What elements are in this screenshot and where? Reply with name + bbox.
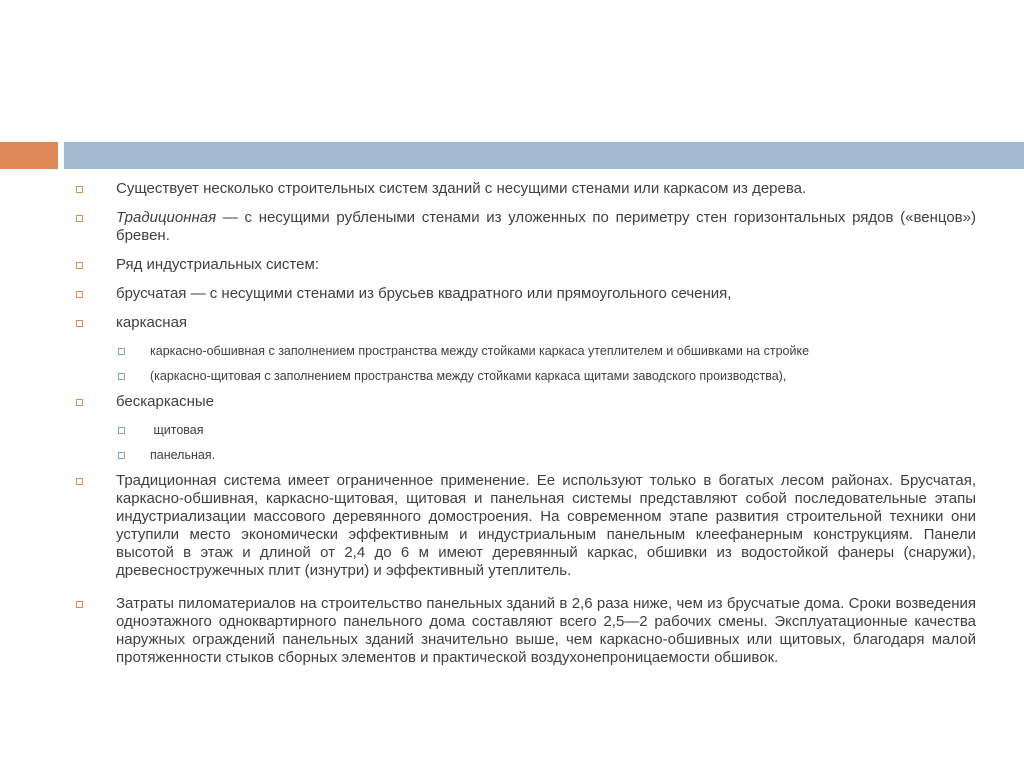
bullet-item [72, 209, 976, 245]
sub-bullet-item [72, 343, 976, 359]
square-bullet-icon [76, 291, 83, 298]
square-bullet-icon [76, 478, 83, 485]
square-bullet-icon [76, 262, 83, 269]
bullet-text: Существует несколько строительных систем зданий с несущими стенами или каркасом из дерева. [116, 180, 807, 197]
square-sub-bullet-icon [118, 427, 125, 434]
square-sub-bullet-icon [118, 348, 125, 355]
sub-bullet-item [72, 422, 976, 438]
bullet-item [72, 180, 976, 198]
sub-bullet-text: каркасно-обшивная с заполнением пространства между стойками каркаса утеплителем и обшивками на стройке [150, 344, 810, 358]
square-bullet-icon [76, 186, 83, 193]
bullet-text: каркасная [116, 314, 188, 331]
sub-bullet-text: (каркасно-щитовая с заполнением пространства между стойками каркаса щитами заводского производства), [150, 369, 787, 383]
title-bar-accent-orange [0, 142, 58, 169]
bullet-paragraph: Затраты пиломатериалов на строительство панельных зданий в 2,6 раза ниже, чем из брусчатые дома. Сроки возведения одноэтажного одноквартирного панельного дома составляют всего 2,5—2 рабочих смены. Эксплуатационные качества наружных ограждений панельных зданий значительно выше, чем каркасно-обшивных или щитовых, благодаря малой протяженности стыков сборных элементов и практической воздухонепроницаемости обшивок. [116, 595, 976, 666]
bullet-item [72, 393, 976, 411]
sub-bullet-item [72, 447, 976, 463]
bullet-item [72, 314, 976, 332]
bullet-text [116, 209, 976, 245]
bullet-item [72, 285, 976, 303]
bullet-paragraph: Традиционная система имеет ограниченное применение. Ее используют только в богатых лесом районах. Брусчатая, каркасно-обшивная, каркасно-щитовая, щитовая и панельная системы представляют собой последовательные этапы индустриализации массового деревянного домостроения. На современном этапе развития строительной техники они уступили место экономически эффективным и индустриальным панельным клеефанерным конструкциям. Панели высотой в этаж и длиной от 2,4 до 6 м имеют деревянный каркас, обшивки из водостойкой фанеры (снаружи), древесностружечных плит (изнутри) и эффективный утеплитель. [116, 472, 976, 579]
bullet-text: Ряд индустриальных систем: [116, 256, 319, 273]
bullet-item [72, 595, 976, 667]
square-sub-bullet-icon [118, 373, 125, 380]
sub-bullet-text: панельная. [150, 448, 216, 462]
bullet-item [72, 472, 976, 580]
square-bullet-icon [76, 601, 83, 608]
bullet-text-rest: — с несущими рублеными стенами из уложенных по периметру стен горизонтальных рядов («венцов») бревен. [116, 209, 976, 244]
emphasized-term: Традиционная [116, 209, 217, 226]
bullet-item [72, 256, 976, 274]
square-bullet-icon [76, 399, 83, 406]
bullet-text: брусчатая — с несущими стенами из брусьев квадратного или прямоугольного сечения, [116, 285, 732, 302]
bullet-text: бескаркасные [116, 393, 214, 410]
square-bullet-icon [76, 320, 83, 327]
slide-body [72, 180, 976, 678]
sub-bullet-item [72, 368, 976, 384]
title-bar-accent-blue [64, 142, 1024, 169]
sub-bullet-text: щитовая [150, 423, 204, 437]
square-sub-bullet-icon [118, 452, 125, 459]
square-bullet-icon [76, 215, 83, 222]
